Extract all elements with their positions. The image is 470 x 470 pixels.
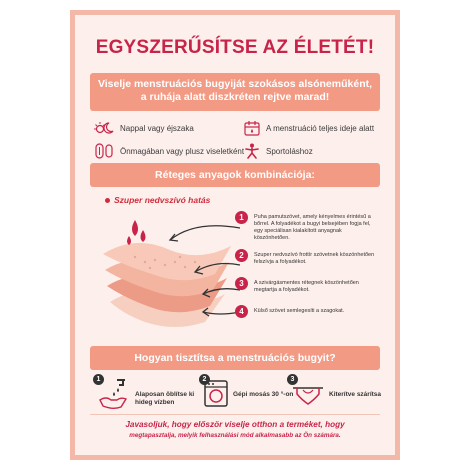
cleaning-icon-wrap [97,378,131,415]
cleaning-number: 2 [199,374,210,385]
divider [90,414,380,415]
cleaning-banner: Hogyan tisztítsa a menstruációs bugyit? [90,346,380,370]
fabric-layers-illustration [95,210,245,335]
feature-label: Nappal vagy éjszaka [120,123,194,133]
layer-step-1 [235,211,379,242]
step-number: 1 [235,211,248,224]
cleaning-icon-wrap [291,378,325,413]
absorb-label: Szuper nedvszívó hatás [114,195,211,205]
sun-moon-icon [93,119,115,137]
pad-icon [93,142,115,160]
step-text: Puha pamutszövet, amely kényelmes érintésű a bőrrel. A folyadékot a bugyi belsejében fogja fel, egy speciálisan kialakított anyagnak köszönhetően. [254,214,371,241]
feature-day-night [93,119,194,137]
sports-icon [243,142,261,160]
step-number: 4 [235,305,248,318]
cleaning-label [135,391,194,407]
cleaning-label [233,391,293,399]
feature-label: Önmagában vagy plusz viseletként [120,146,245,156]
layer-step-4 [235,305,379,318]
footer-line-2: megtapasztalja, melyik felhasználási mód alkalmasabb az Ön számára. [129,432,341,439]
step-text: A szivárgásmentes rétegnek köszönhetően megtartja a folyadékot. [254,280,359,293]
feature-sports [243,142,313,160]
step-number: 3 [235,277,248,290]
cleaning-icon-wrap [203,378,229,413]
footer-line-1: Javasoljuk, hogy először viselje otthon a terméket, hogy [125,420,345,429]
feature-label: A menstruáció teljes ideje alatt [266,123,375,133]
cleaning-label-line: Alaposan öblítse ki [135,391,195,398]
info-card [70,10,400,460]
step-text: Külső szövet semlegesíti a szagokat. [254,308,345,314]
step-number: 2 [235,249,248,262]
absorb-heading [105,195,210,205]
cleaning-number: 1 [93,374,104,385]
intro-line-2: a ruhája alatt diszkréten rejtve marad! [140,91,330,103]
cleaning-step-1 [97,378,194,415]
cleaning-label-line: hideg vízben [135,399,175,406]
intro-banner [90,73,380,111]
cleaning-label [329,391,381,399]
feature-standalone [93,142,244,160]
cleaning-step-3 [291,378,381,413]
cleaning-label-line: Kiterítve szárítsa [329,391,382,398]
feature-label: Sportoláshoz [266,146,313,156]
layer-step-3 [235,277,379,294]
footer-note [75,420,395,439]
step-text: Szuper nedvszívó frottír szövetnek köszönhetően felszívja a folyadékot. [254,252,375,265]
layers-banner: Réteges anyagok kombinációja: [90,163,380,187]
intro-line-1: Viselje menstruációs bugyiját szokásos alsóneműként, [97,78,373,90]
cleaning-number: 3 [287,374,298,385]
layer-step-2 [235,249,379,266]
cleaning-step-2 [203,378,293,413]
cleaning-label-line: Gépi mosás 30 °-on [233,391,294,398]
bullet-dot [105,198,110,203]
calendar-icon [243,119,261,137]
feature-full-period [243,119,374,137]
page-title: EGYSZERŰSÍTSE AZ ÉLETÉT! [95,37,375,58]
